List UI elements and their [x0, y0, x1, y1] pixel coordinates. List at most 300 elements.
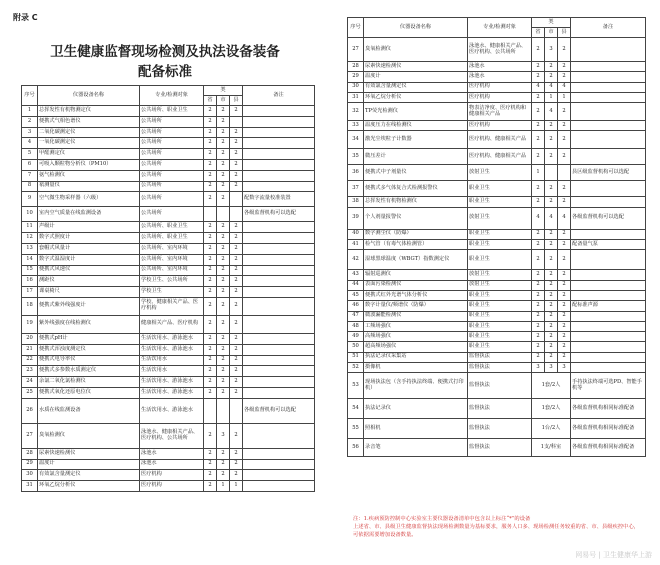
row-county: 2 [230, 159, 243, 170]
row-name: 数字测尘仪（防爆） [364, 229, 468, 239]
row-field: 公共场所、职业卫生 [140, 233, 204, 244]
row-name: 温度压力在线检测仪 [364, 121, 468, 131]
row-county [230, 398, 243, 423]
row-remark [571, 290, 646, 300]
table-row [22, 333, 315, 344]
row-city: 2 [217, 344, 230, 355]
row-seq: 55 [348, 419, 364, 439]
row-province: 2 [532, 321, 545, 331]
row-county: 2 [230, 243, 243, 254]
row-remark [571, 250, 646, 270]
row-city: 2 [545, 240, 558, 250]
row-name: 微压差计 [364, 149, 468, 165]
row-seq: 48 [348, 321, 364, 331]
row-province: 2 [204, 377, 217, 388]
table-row [348, 197, 646, 207]
row-city: 2 [545, 342, 558, 352]
row-name: 执法记录仪 [364, 399, 468, 419]
row-province: 2 [204, 344, 217, 355]
row-remark [571, 38, 646, 62]
header-category: 类 [204, 86, 243, 96]
row-city: 2 [217, 315, 230, 333]
table-row [348, 82, 646, 92]
row-city: 2 [217, 470, 230, 481]
row-province: 2 [204, 297, 217, 315]
row-province: 2 [532, 197, 545, 207]
header-field: 专业/检测对象 [140, 86, 204, 106]
table-row [22, 192, 315, 207]
row-county: 4 [558, 207, 571, 229]
row-province: 2 [532, 280, 545, 290]
row-province: 2 [532, 92, 545, 102]
row-field: 物表洁净度、医疗机构和健康相关产品 [468, 103, 532, 121]
header-remark: 备注 [243, 86, 315, 106]
row-remark [243, 387, 315, 398]
row-remark [243, 470, 315, 481]
row-seq: 20 [22, 333, 38, 344]
row-seq: 25 [22, 387, 38, 398]
row-remark [571, 311, 646, 321]
row-seq: 29 [22, 459, 38, 470]
row-remark: 各级监督机构可以选配 [571, 207, 646, 229]
row-field: 健康相关产品、医疗机构 [140, 315, 204, 333]
table-row [22, 344, 315, 355]
row-province: 2 [532, 229, 545, 239]
row-province: 2 [204, 315, 217, 333]
row-seq: 27 [22, 423, 38, 448]
row-field: 公共场所 [140, 207, 204, 222]
row-county: 2 [558, 270, 571, 280]
row-field: 学校、健康相关产品、医疗机构 [140, 297, 204, 315]
row-city: 2 [217, 106, 230, 117]
row-province [204, 398, 217, 423]
row-remark [243, 233, 315, 244]
row-city: 1 [545, 92, 558, 102]
row-name: 工频场强仪 [364, 321, 468, 331]
row-remark: 各级监督机构可以选配 [243, 398, 315, 423]
row-county: 2 [230, 138, 243, 149]
row-remark [571, 181, 646, 197]
header-field: 专业/检测对象 [468, 18, 532, 38]
row-city: 2 [217, 170, 230, 181]
row-field: 监督执法 [468, 363, 532, 373]
row-field: 生活饮用水、游泳池水 [140, 333, 204, 344]
row-county: 2 [558, 352, 571, 362]
row-name: 氨气检测仪 [38, 170, 140, 181]
row-remark [243, 297, 315, 315]
row-remark [571, 332, 646, 342]
row-remark: 手持执法终端可选PD、智能手机等 [571, 373, 646, 399]
row-remark [243, 265, 315, 276]
row-seq: 22 [22, 355, 38, 366]
row-province: 2 [204, 333, 217, 344]
row-name: TP荧光检测仪 [364, 103, 468, 121]
table-row [22, 170, 315, 181]
row-city: 2 [217, 459, 230, 470]
table-row [22, 116, 315, 127]
row-name: 便携式多参数水质测定仪 [38, 366, 140, 377]
row-city: 3 [217, 423, 230, 448]
row-name: 便携式风速仪 [38, 265, 140, 276]
table-row [348, 72, 646, 82]
row-county: 1 [230, 481, 243, 492]
row-province: 2 [204, 127, 217, 138]
row-remark [243, 448, 315, 459]
row-field: 职业卫生 [468, 332, 532, 342]
row-name: 数字式照度计 [38, 233, 140, 244]
row-name: 数字式温湿度计 [38, 254, 140, 265]
row-city: 2 [217, 181, 230, 192]
row-county: 2 [558, 103, 571, 121]
table-row [22, 207, 315, 222]
row-seq: 35 [348, 149, 364, 165]
row-province: 2 [532, 38, 545, 62]
table-row [348, 270, 646, 280]
row-county: 2 [558, 311, 571, 321]
row-county: 2 [230, 470, 243, 481]
table-row [348, 352, 646, 362]
row-city: 2 [545, 250, 558, 270]
row-seq: 52 [348, 363, 364, 373]
table-row [348, 373, 646, 399]
header-city: 市 [217, 96, 230, 106]
row-name: 便携式气相色谱仪 [38, 116, 140, 127]
table-row [22, 366, 315, 377]
row-city: 2 [217, 333, 230, 344]
row-seq: 18 [22, 297, 38, 315]
table-row [348, 399, 646, 419]
row-field: 职业卫生 [468, 197, 532, 207]
row-city: 4 [545, 207, 558, 229]
row-remark [243, 333, 315, 344]
row-city: 2 [217, 366, 230, 377]
row-county [558, 165, 571, 181]
row-county: 1 [558, 92, 571, 102]
row-county: 2 [230, 366, 243, 377]
row-name: 臭氧检测仪 [364, 38, 468, 62]
row-county: 4 [558, 82, 571, 92]
row-remark [243, 423, 315, 448]
row-remark: 县区级监督机构可以选配 [571, 165, 646, 181]
row-name: 二氧化碳测定仪 [38, 127, 140, 138]
row-name: 便携式氧化还原电位仪 [38, 387, 140, 398]
row-city: 2 [217, 222, 230, 233]
row-name: 摄像机 [364, 363, 468, 373]
row-name: 尿素快速检测仪 [38, 448, 140, 459]
row-name: 温度计 [364, 72, 468, 82]
row-province: 2 [532, 342, 545, 352]
row-field: 公共场所、室内环境 [140, 265, 204, 276]
row-province: 2 [204, 159, 217, 170]
row-seq: 36 [348, 165, 364, 181]
row-remark [243, 315, 315, 333]
row-province: 1支/科室 [532, 439, 571, 457]
row-field: 公共场所 [140, 170, 204, 181]
row-remark [571, 103, 646, 121]
row-county: 2 [230, 170, 243, 181]
row-remark [243, 254, 315, 265]
row-remark [571, 280, 646, 290]
row-province: 1套/2人 [532, 373, 571, 399]
table-row [348, 301, 646, 311]
row-county: 2 [558, 72, 571, 82]
table-row [348, 311, 646, 321]
row-remark [243, 481, 315, 492]
row-remark: 各级监督机构相同标准配备 [571, 419, 646, 439]
row-county: 2 [558, 131, 571, 149]
table-row [22, 265, 315, 276]
row-province: 2 [532, 290, 545, 300]
header-category: 类 [532, 18, 571, 28]
row-seq: 1 [22, 106, 38, 117]
table-row [22, 459, 315, 470]
row-name: 室内空气质量在线监测设备 [38, 207, 140, 222]
row-province: 2 [204, 265, 217, 276]
row-province: 2 [532, 311, 545, 321]
row-province: 2 [204, 222, 217, 233]
row-city: 2 [545, 301, 558, 311]
row-city: 3 [545, 363, 558, 373]
row-province: 2 [204, 366, 217, 377]
table-row [348, 149, 646, 165]
row-name: 现场执法包（含手持执法终端、便携式打印机） [364, 373, 468, 399]
row-field: 职业卫生 [468, 321, 532, 331]
row-county: 2 [230, 387, 243, 398]
row-county: 2 [558, 181, 571, 197]
row-name: 照相机 [364, 419, 468, 439]
row-city: 2 [217, 254, 230, 265]
row-county: 2 [230, 181, 243, 192]
row-field: 生活饮用水 [140, 355, 204, 366]
page-title-line2: 配备标准 [138, 64, 192, 80]
row-county [230, 207, 243, 222]
row-remark: 配标准声源 [571, 301, 646, 311]
row-city: 2 [545, 62, 558, 72]
row-county: 2 [230, 448, 243, 459]
row-county: 2 [230, 265, 243, 276]
row-county [230, 116, 243, 127]
row-city: 2 [217, 192, 230, 207]
row-seq: 8 [22, 181, 38, 192]
row-name: 高频场强仪 [364, 332, 468, 342]
row-county: 2 [558, 229, 571, 239]
row-seq: 51 [348, 352, 364, 362]
row-remark: 各级监督机构可以选配 [243, 207, 315, 222]
row-province: 2 [532, 240, 545, 250]
row-province: 2 [204, 276, 217, 287]
row-field: 公共场所 [140, 116, 204, 127]
row-field: 生活饮用水、游泳池水 [140, 377, 204, 388]
row-field: 监督执法 [468, 399, 532, 419]
row-name: 数字计量仪/频谱仪（防爆） [364, 301, 468, 311]
row-seq: 13 [22, 243, 38, 254]
row-name: 微波漏能检测仪 [364, 311, 468, 321]
row-remark [243, 127, 315, 138]
table-row [22, 377, 315, 388]
table-row [348, 342, 646, 352]
row-city: 2 [545, 181, 558, 197]
table-row [22, 423, 315, 448]
row-field: 职业卫生 [468, 229, 532, 239]
table-row [22, 315, 315, 333]
row-name: 录音笔 [364, 439, 468, 457]
row-remark [243, 366, 315, 377]
row-field: 学校卫生、公共场所 [140, 276, 204, 287]
row-remark [571, 82, 646, 92]
header-county: 县 [230, 96, 243, 106]
row-city: 3 [545, 38, 558, 62]
row-remark [243, 377, 315, 388]
row-city: 2 [217, 243, 230, 254]
row-field: 泳池水 [140, 459, 204, 470]
row-field: 医疗机构 [468, 92, 532, 102]
row-remark [571, 229, 646, 239]
row-field: 职业卫生 [468, 181, 532, 197]
footnote-line-2: 上述省、市、县级卫生健康监督执法现场检测数量为基标要求，服务人口多、现场检测任务较重的省、市、县级疾控中心，可依据需要增加设备数量。 [353, 524, 640, 539]
table-row [348, 280, 646, 290]
row-name: 温度计 [38, 459, 140, 470]
table-row [22, 127, 315, 138]
row-city: 2 [217, 127, 230, 138]
row-remark [243, 243, 315, 254]
row-city: 2 [217, 265, 230, 276]
row-field: 职业卫生 [468, 240, 532, 250]
row-seq: 5 [22, 149, 38, 160]
row-city: 2 [217, 233, 230, 244]
table-row [22, 233, 315, 244]
row-field: 公共场所 [140, 138, 204, 149]
row-province: 2 [204, 192, 217, 207]
row-city: 2 [217, 377, 230, 388]
header-remark: 备注 [571, 18, 646, 38]
row-remark [243, 159, 315, 170]
row-remark [243, 287, 315, 298]
row-seq: 2 [22, 116, 38, 127]
table-row [348, 131, 646, 149]
row-province: 2 [532, 352, 545, 362]
row-province: 2 [204, 170, 217, 181]
row-seq: 42 [348, 250, 364, 270]
header-county: 县 [558, 28, 571, 38]
table-row [22, 254, 315, 265]
row-field: 公共场所、职业卫生 [140, 222, 204, 233]
row-province: 2 [532, 301, 545, 311]
table-row [348, 419, 646, 439]
row-field: 公共场所 [140, 159, 204, 170]
row-name: 总挥发性有机物检测仪 [364, 197, 468, 207]
row-province: 2 [204, 423, 217, 448]
row-field: 放射卫生 [468, 207, 532, 229]
row-remark [571, 92, 646, 102]
row-remark [571, 121, 646, 131]
row-seq: 14 [22, 254, 38, 265]
row-province: 2 [204, 254, 217, 265]
row-province: 2 [532, 270, 545, 280]
row-city: 2 [217, 287, 230, 298]
row-province: 2 [532, 149, 545, 165]
row-name: 便携式红外光谱气体分析仪 [364, 290, 468, 300]
row-name: 环氧乙烷分析仪 [364, 92, 468, 102]
row-province: 2 [532, 181, 545, 197]
row-seq: 4 [22, 138, 38, 149]
row-seq: 29 [348, 72, 364, 82]
footnote-line-1: 注：1.疾病预防控制中心实验室主要仪器设备清单中包含以上标注“*”的设备 [353, 516, 531, 522]
row-field: 公共场所 [140, 192, 204, 207]
row-name: 套帽式风量计 [38, 243, 140, 254]
row-seq: 40 [348, 229, 364, 239]
row-seq: 39 [348, 207, 364, 229]
row-seq: 56 [348, 439, 364, 457]
row-county: 2 [558, 321, 571, 331]
row-field: 职业卫生 [468, 311, 532, 321]
row-name: 便携式紫外线强度计 [38, 297, 140, 315]
row-remark [571, 363, 646, 373]
row-seq: 45 [348, 290, 364, 300]
row-remark [571, 62, 646, 72]
row-province: 1套/2人 [532, 399, 571, 419]
table-row [22, 387, 315, 398]
row-province: 2 [532, 62, 545, 72]
row-county: 2 [230, 254, 243, 265]
row-county: 2 [558, 149, 571, 165]
row-county: 2 [230, 423, 243, 448]
row-city: 2 [217, 276, 230, 287]
row-field: 生活饮用水 [140, 366, 204, 377]
table-row [348, 38, 646, 62]
row-remark [571, 352, 646, 362]
row-name: 检气管（有毒气体检测管） [364, 240, 468, 250]
row-name: 空气微生物采样器（六级） [38, 192, 140, 207]
row-city: 2 [217, 297, 230, 315]
row-remark: 各级监督机构相同标准配备 [571, 439, 646, 457]
row-name: 测距仪 [38, 276, 140, 287]
row-city: 4 [545, 103, 558, 121]
row-seq: 54 [348, 399, 364, 419]
row-remark [571, 270, 646, 280]
row-seq: 43 [348, 270, 364, 280]
row-seq: 10 [22, 207, 38, 222]
table-row [22, 287, 315, 298]
table-row [348, 62, 646, 72]
row-seq: 33 [348, 121, 364, 131]
row-remark [571, 342, 646, 352]
table-row [22, 106, 315, 117]
row-field: 医疗机构、健康相关产品 [468, 131, 532, 149]
row-field: 医疗机构 [140, 470, 204, 481]
row-city: 2 [545, 321, 558, 331]
row-county: 2 [230, 222, 243, 233]
row-county: 2 [230, 344, 243, 355]
row-name: 可吸入颗粒物分析仪（PM10） [38, 159, 140, 170]
row-name: 声级计 [38, 222, 140, 233]
watermark: 网易号 | 卫生健康华上游 [575, 551, 652, 559]
table-row [348, 92, 646, 102]
row-province: 2 [204, 459, 217, 470]
row-province: 2 [204, 470, 217, 481]
appendix-label: 附录 C [13, 13, 38, 22]
row-name: 氡测量仪 [38, 181, 140, 192]
row-city: 2 [217, 387, 230, 398]
row-province: 2 [204, 138, 217, 149]
row-seq: 9 [22, 192, 38, 207]
row-city: 2 [217, 355, 230, 366]
row-remark [243, 170, 315, 181]
row-seq: 16 [22, 276, 38, 287]
row-name: 表面污染检测仪 [364, 280, 468, 290]
row-province: 2 [532, 72, 545, 82]
row-province: 2 [204, 243, 217, 254]
row-field: 公共场所 [140, 181, 204, 192]
